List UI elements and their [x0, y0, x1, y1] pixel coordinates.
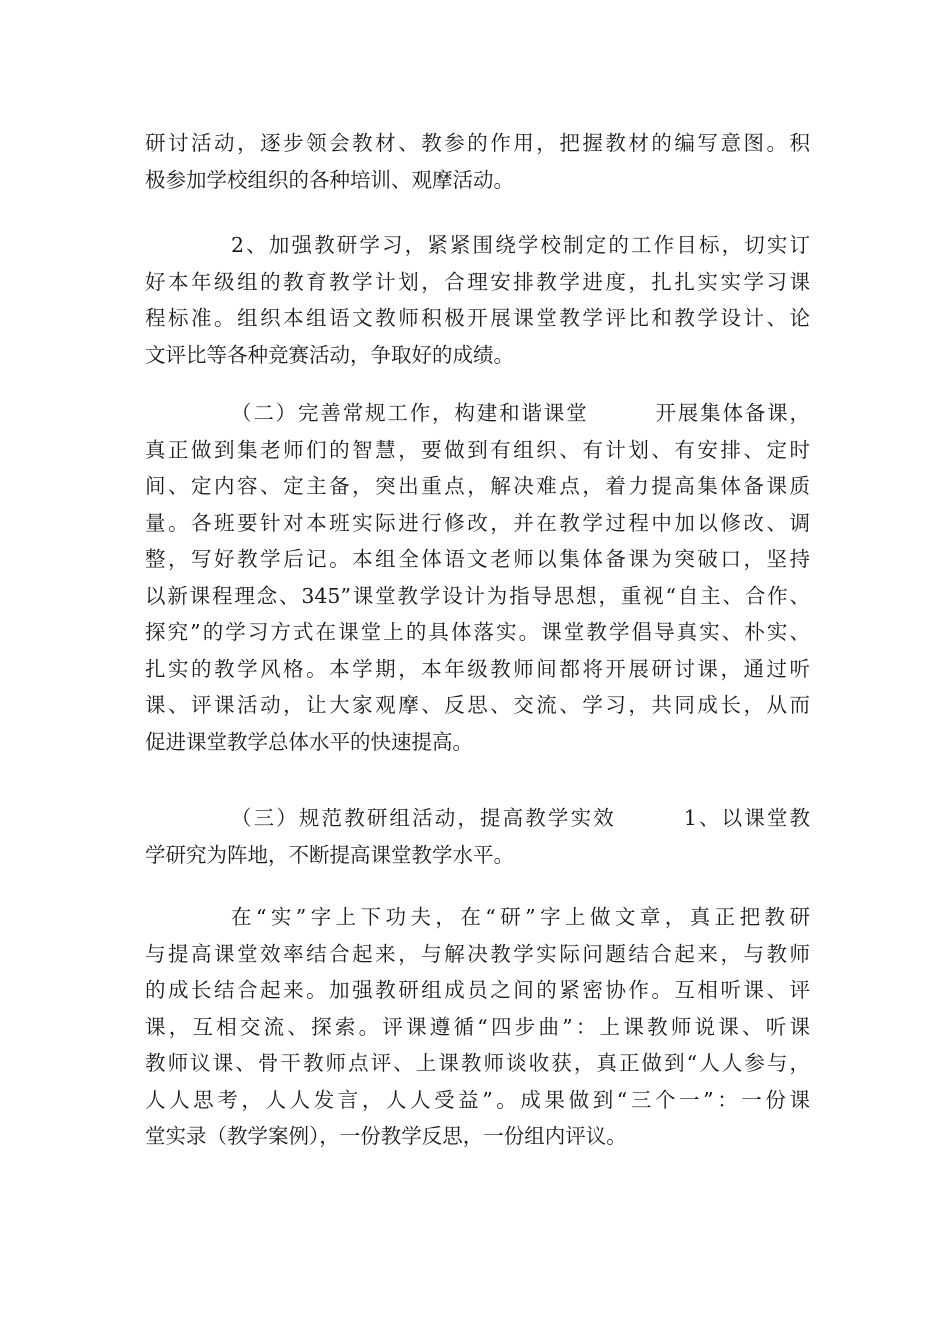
paragraph-line: 学研究为阵地，不断提高课堂教学水平。 [145, 842, 514, 867]
paragraph-2 [145, 227, 810, 373]
paragraph-line: 真正做到集老师们的智慧，要做到有组织、有计划、有安排、定时 [145, 437, 810, 462]
paragraph-line: 堂实录（教学案例），一份教学反思，一份组内评议。 [145, 1124, 627, 1148]
paragraph-3 [145, 395, 810, 760]
paragraph-line: 促进课堂教学总体水平的快速提高。 [145, 729, 473, 754]
paragraph-line: 量。各班要针对本班实际进行修改，并在教学过程中加以修改、调 [145, 510, 810, 535]
paragraph-line: （三）规范教研组活动，提高教学实效 1、以课堂教 [231, 806, 810, 830]
paragraph-line: 课、评课活动，让大家观摩、反思、交流、学习，共同成长，从而 [145, 693, 810, 717]
paragraph-line: 研讨活动，逐步领会教材、教参的作用，把握教材的编写意图。积 [145, 131, 810, 155]
paragraph-line: 扎实的教学风格。本学期，本年级教师间都将开展研讨课，通过听 [145, 656, 810, 681]
paragraph-line: 人人思考，人人发言，人人受益”。成果做到“三个一”：一份课 [145, 1087, 810, 1112]
paragraph-line: 课，互相交流、探索。评课遵循“四步曲”：上课教师说课、听课 [145, 1014, 810, 1039]
paragraph-line: 极参加学校组织的各种培训、观摩活动。 [145, 167, 514, 192]
paragraph-line: 的成长结合起来。加强教研组成员之间的紧密协作。互相听课、评 [145, 978, 810, 1002]
paragraph-line: 教师议课、骨干教师点评、上课教师谈收获，真正做到“人人参与， [145, 1051, 810, 1075]
paragraph-line: 探究”的学习方式在课堂上的具体落实。课堂教学倡导真实、朴实、 [145, 620, 810, 644]
paragraph-line: 好本年级组的教育教学计划，合理安排教学进度，扎扎实实学习课 [145, 269, 810, 294]
paragraph-line: （二）完善常规工作，构建和谐课堂 开展集体备课， [231, 401, 810, 425]
paragraph-5 [145, 899, 810, 1155]
paragraph-line: 文评比等各种竞赛活动，争取好的成绩。 [145, 342, 514, 367]
paragraph-line: 与提高课堂效率结合起来，与解决教学实际问题结合起来，与教师 [145, 941, 810, 966]
paragraph-1 [145, 125, 810, 198]
paragraph-line: 以新课程理念、345”课堂教学设计为指导思想，重视“自主、合作、 [145, 583, 810, 608]
paragraph-line: 间、定内容、定主备，突出重点，解决难点，着力提高集体备课质 [145, 474, 810, 498]
paragraph-line: 在“实”字上下功夫，在“研”字上做文章，真正把教研 [231, 905, 810, 929]
paragraph-line: 程标准。组织本组语文教师积极开展课堂教学评比和教学设计、论 [145, 306, 810, 330]
paragraph-4 [145, 800, 810, 873]
paragraph-line: 整，写好教学后记。本组全体语文老师以集体备课为突破口，坚持 [145, 547, 810, 571]
paragraph-line: 2、加强教研学习，紧紧围绕学校制定的工作目标，切实订 [231, 233, 810, 257]
